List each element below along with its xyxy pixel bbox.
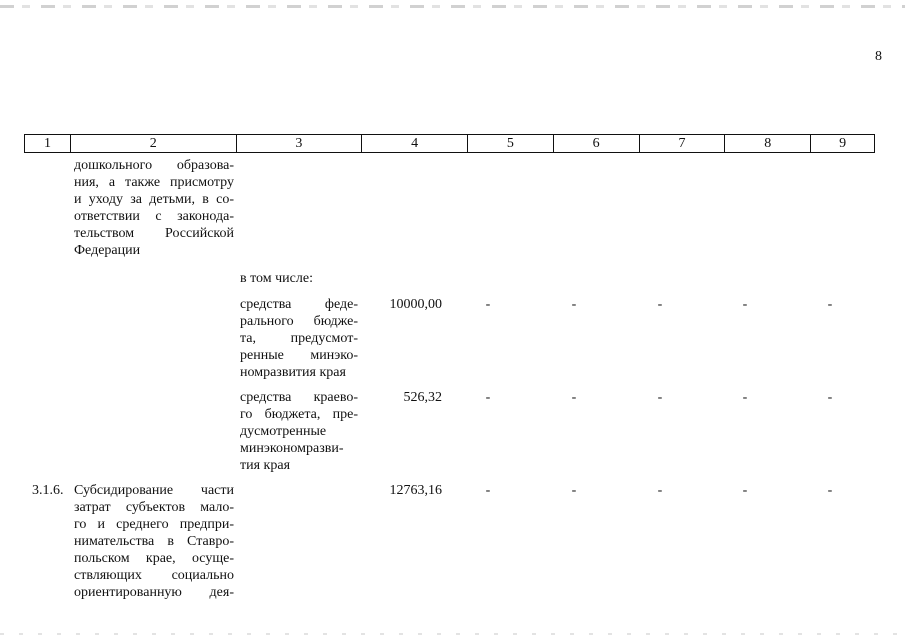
- page-number: 8: [875, 49, 882, 64]
- item-number: 3.1.6.: [32, 483, 64, 498]
- federal-col6-dash: -: [571, 297, 577, 312]
- item-316-description: [74, 482, 234, 601]
- text-line: нимательства в Ставро-: [74, 534, 234, 549]
- text-line: ориентированную дея-: [74, 585, 234, 600]
- table-header-row: [24, 134, 875, 153]
- column-header-5: 5: [468, 135, 554, 152]
- text-line: номразвития края: [240, 365, 346, 380]
- text-line: го и среднего предпри-: [74, 517, 234, 532]
- item-316-col6-dash: -: [571, 483, 577, 498]
- continuation-description: [74, 157, 234, 259]
- federal-col9-dash: -: [827, 297, 833, 312]
- column-header-7: 7: [640, 135, 726, 152]
- text-line: рального бюдже-: [240, 314, 358, 329]
- column-header-4: 4: [362, 135, 468, 152]
- text-line: Субсидирование части: [74, 483, 234, 498]
- column-header-8: 8: [725, 135, 811, 152]
- item-316-col7-dash: -: [657, 483, 663, 498]
- federal-amount: 10000,00: [389, 297, 442, 312]
- text-line: та, предусмот-: [240, 331, 358, 346]
- text-line: средства краево-: [240, 390, 358, 405]
- text-line: дусмотренные: [240, 424, 327, 439]
- text-line: го бюджета, пре-: [240, 407, 358, 422]
- scan-artifact-top: [0, 5, 905, 8]
- text-line: польском крае, осуще-: [74, 551, 234, 566]
- text-line: средства феде-: [240, 297, 358, 312]
- text-line: тельством Российской: [74, 226, 234, 241]
- text-line: затрат субъектов мало-: [74, 500, 234, 515]
- text-line: и уходу за детьми, в со-: [74, 192, 234, 207]
- column-header-6: 6: [554, 135, 640, 152]
- column-header-9: 9: [839, 136, 847, 151]
- including-label: в том числе:: [240, 271, 313, 286]
- item-316-amount: 12763,16: [389, 483, 442, 498]
- regional-funds-description: [240, 389, 358, 474]
- column-header-1: 1: [25, 135, 71, 152]
- federal-col7-dash: -: [657, 297, 663, 312]
- item-316-col8-dash: -: [742, 483, 748, 498]
- regional-col9-dash: -: [827, 390, 833, 405]
- text-line: дошкольного образова-: [74, 158, 234, 173]
- item-316-col9-dash: -: [827, 483, 833, 498]
- text-line: ствляющих социально: [74, 568, 234, 583]
- text-line: ния, а также присмотру: [74, 175, 234, 190]
- text-line: Федерации: [74, 243, 141, 258]
- regional-amount: 526,32: [403, 390, 442, 405]
- scan-artifact-bottom: [0, 633, 905, 635]
- regional-col6-dash: -: [571, 390, 577, 405]
- regional-col5-dash: -: [485, 390, 491, 405]
- item-316-col5-dash: -: [485, 483, 491, 498]
- text-line: тия края: [240, 458, 291, 473]
- regional-col7-dash: -: [657, 390, 663, 405]
- text-line: минэкономразви-: [240, 441, 344, 456]
- column-header-2: 2: [71, 135, 237, 152]
- text-line: ренные минэко-: [240, 348, 358, 363]
- federal-funds-description: [240, 296, 358, 381]
- federal-col5-dash: -: [485, 297, 491, 312]
- regional-col8-dash: -: [742, 390, 748, 405]
- federal-col8-dash: -: [742, 297, 748, 312]
- text-line: ответствии с законода-: [74, 209, 234, 224]
- column-header-3: 3: [237, 135, 363, 152]
